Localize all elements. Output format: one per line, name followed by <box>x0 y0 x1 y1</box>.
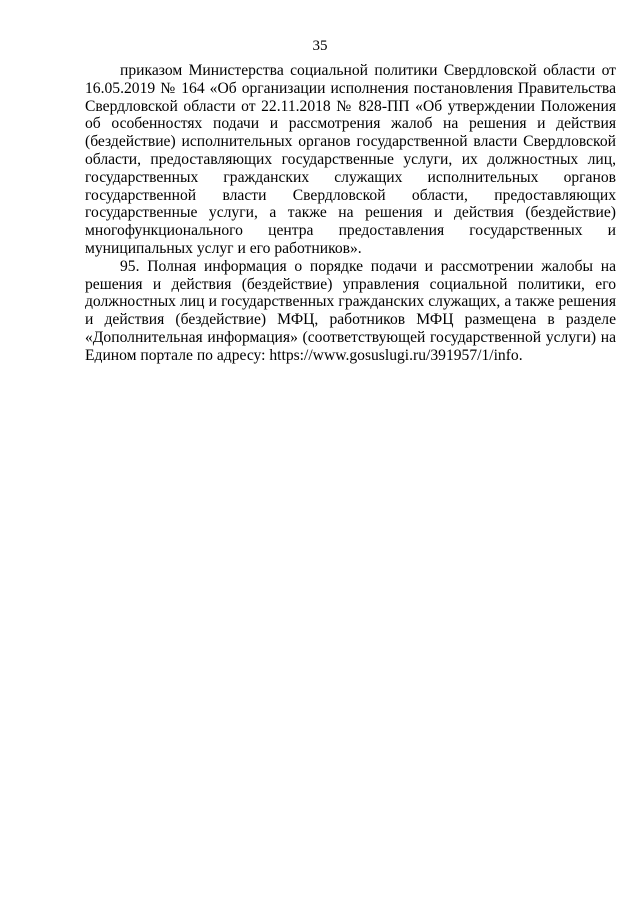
paragraph-continuation: приказом Министерства социальной политики Свердловской области от 16.05.2019 № 164 «Об организации исполнения постановления Правительства Свердловской области от 22.11.2018 № 828-ПП «Об утверждении Положения об особенностях подачи и рассмотрения жалоб на решения и действия (бездействие) исполнительных органов государственной власти Свердловской области, предоставляющих государственные услуги, их должностных лиц, государственных гражданских служащих исполнительных органов государственной власти Свердловской области, предоставляющих государственные услуги, а также на решения и действия (бездействие) многофункционального центра предоставления государственных и муниципальных услуг и его работников». <box>85 62 616 257</box>
paragraph-95: 95. Полная информация о порядке подачи и рассмотрении жалобы на решения и действия (бездействие) управления социальной политики, его должностных лиц и государственных гражданских служащих, а также решения и действия (бездействие) МФЦ, работников МФЦ размещена в разделе «Дополнительная информация» (соответствующей государственной услуги) на Едином портале по адресу: https://www.gosuslugi.ru/391957/1/info. <box>85 257 616 364</box>
document-body <box>85 62 616 365</box>
page-number: 35 <box>312 38 328 54</box>
